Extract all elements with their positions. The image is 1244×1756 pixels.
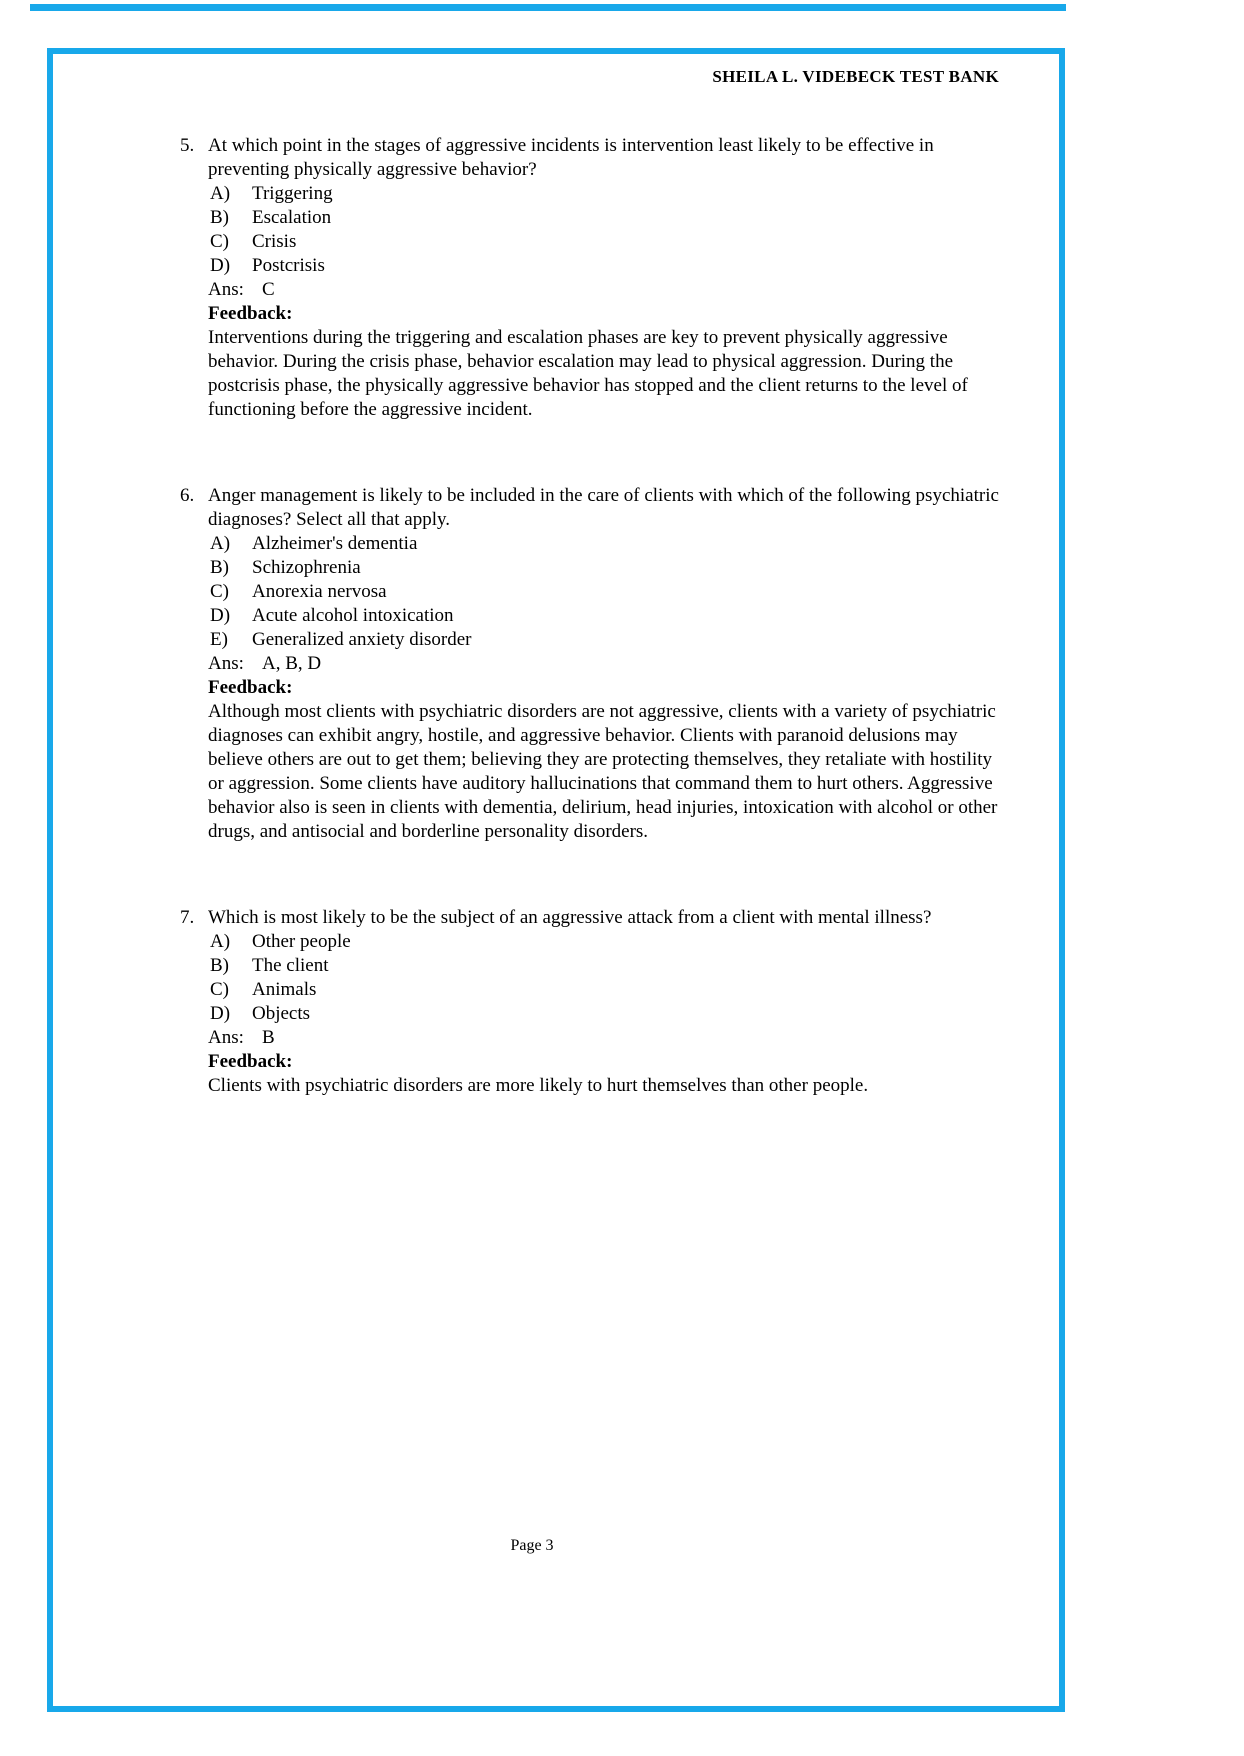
option-b bbox=[208, 954, 1000, 978]
option-d bbox=[208, 604, 1000, 628]
option-letter: B) bbox=[210, 207, 229, 228]
question-text: At which point in the stages of aggressive incidents is intervention least likely to be effective in preventing physically aggressive behavior? bbox=[208, 135, 934, 180]
option-letter: B) bbox=[210, 557, 229, 578]
option-letter: B) bbox=[210, 955, 229, 976]
document-title: SHEILA L. VIDEBECK TEST BANK bbox=[712, 67, 999, 86]
option-text: Objects bbox=[252, 1003, 311, 1024]
feedback-text: Clients with psychiatric disorders are more likely to hurt themselves than other people. bbox=[208, 1075, 869, 1096]
option-letter: D) bbox=[210, 1003, 231, 1024]
option-text: Alzheimer's dementia bbox=[252, 533, 418, 554]
option-letter: C) bbox=[210, 581, 229, 602]
question-number: 6. bbox=[180, 485, 195, 506]
question-number: 5. bbox=[180, 135, 195, 156]
top-rule-divider bbox=[30, 4, 1066, 11]
option-a bbox=[208, 182, 1000, 206]
option-letter: A) bbox=[210, 533, 231, 554]
answer-value: A, B, D bbox=[262, 653, 322, 674]
question-6 bbox=[180, 484, 1000, 844]
answer-label: Ans: bbox=[208, 1027, 244, 1048]
option-letter: A) bbox=[210, 183, 231, 204]
question-7 bbox=[180, 906, 1000, 1098]
option-letter: A) bbox=[210, 931, 231, 952]
feedback-label: Feedback: bbox=[208, 303, 293, 324]
option-letter: E) bbox=[210, 629, 228, 650]
option-letter: C) bbox=[210, 979, 229, 1000]
option-b bbox=[208, 556, 1000, 580]
option-b bbox=[208, 206, 1000, 230]
option-text: The client bbox=[252, 955, 329, 976]
option-d bbox=[208, 254, 1000, 278]
option-c bbox=[208, 230, 1000, 254]
option-c bbox=[208, 978, 1000, 1002]
question-body bbox=[208, 134, 1000, 422]
option-text: Escalation bbox=[252, 207, 332, 228]
answer-value: B bbox=[262, 1027, 275, 1048]
option-a bbox=[208, 930, 1000, 954]
answer-label: Ans: bbox=[208, 653, 244, 674]
option-text: Postcrisis bbox=[252, 255, 325, 276]
feedback-label: Feedback: bbox=[208, 677, 293, 698]
option-a bbox=[208, 532, 1000, 556]
feedback-label: Feedback: bbox=[208, 1051, 293, 1072]
option-text: Generalized anxiety disorder bbox=[252, 629, 472, 650]
option-text: Animals bbox=[252, 979, 317, 1000]
answer-row bbox=[208, 1026, 1000, 1050]
question-text: Anger management is likely to be included in the care of clients with which of the following psychiatric diagnoses? Select all that apply. bbox=[208, 485, 999, 530]
option-c bbox=[208, 580, 1000, 604]
option-letter: D) bbox=[210, 255, 231, 276]
question-body bbox=[208, 484, 1000, 844]
answer-row bbox=[208, 278, 1000, 302]
option-text: Acute alcohol intoxication bbox=[252, 605, 454, 626]
answer-row bbox=[208, 652, 1000, 676]
option-text: Triggering bbox=[252, 183, 333, 204]
option-letter: C) bbox=[210, 231, 229, 252]
question-body bbox=[208, 906, 1000, 1098]
question-number: 7. bbox=[180, 907, 195, 928]
question-5 bbox=[180, 134, 1000, 422]
question-list bbox=[180, 134, 1000, 1098]
feedback-text: Interventions during the triggering and escalation phases are key to prevent physically aggressive behavior. During the crisis phase, behavior escalation may lead to physical aggression. During the postcrisis phase, the physically aggressive behavior has stopped and the client returns to the level of functioning before the aggressive incident. bbox=[208, 327, 968, 420]
page-border-frame bbox=[47, 48, 1065, 1712]
page-number: Page 3 bbox=[510, 1537, 554, 1554]
option-text: Other people bbox=[252, 931, 351, 952]
option-text: Crisis bbox=[252, 231, 297, 252]
answer-value: C bbox=[262, 279, 275, 300]
answer-label: Ans: bbox=[208, 279, 244, 300]
option-text: Schizophrenia bbox=[252, 557, 361, 578]
option-d bbox=[208, 1002, 1000, 1026]
option-e bbox=[208, 628, 1000, 652]
option-text: Anorexia nervosa bbox=[252, 581, 387, 602]
question-text: Which is most likely to be the subject of an aggressive attack from a client with mental illness? bbox=[208, 907, 932, 928]
option-letter: D) bbox=[210, 605, 231, 626]
feedback-text: Although most clients with psychiatric disorders are not aggressive, clients with a variety of psychiatric diagnoses can exhibit angry, hostile, and aggressive behavior. Clients with paranoid delusions may believe others are out to get them; believing they are protecting themselves, they retaliate with hostility or aggression. Some clients have auditory hallucinations that command them to hurt others. Aggressive behavior also is seen in clients with dementia, delirium, head injuries, intoxication with alcohol or other drugs, and antisocial and borderline personality disorders. bbox=[208, 701, 998, 842]
